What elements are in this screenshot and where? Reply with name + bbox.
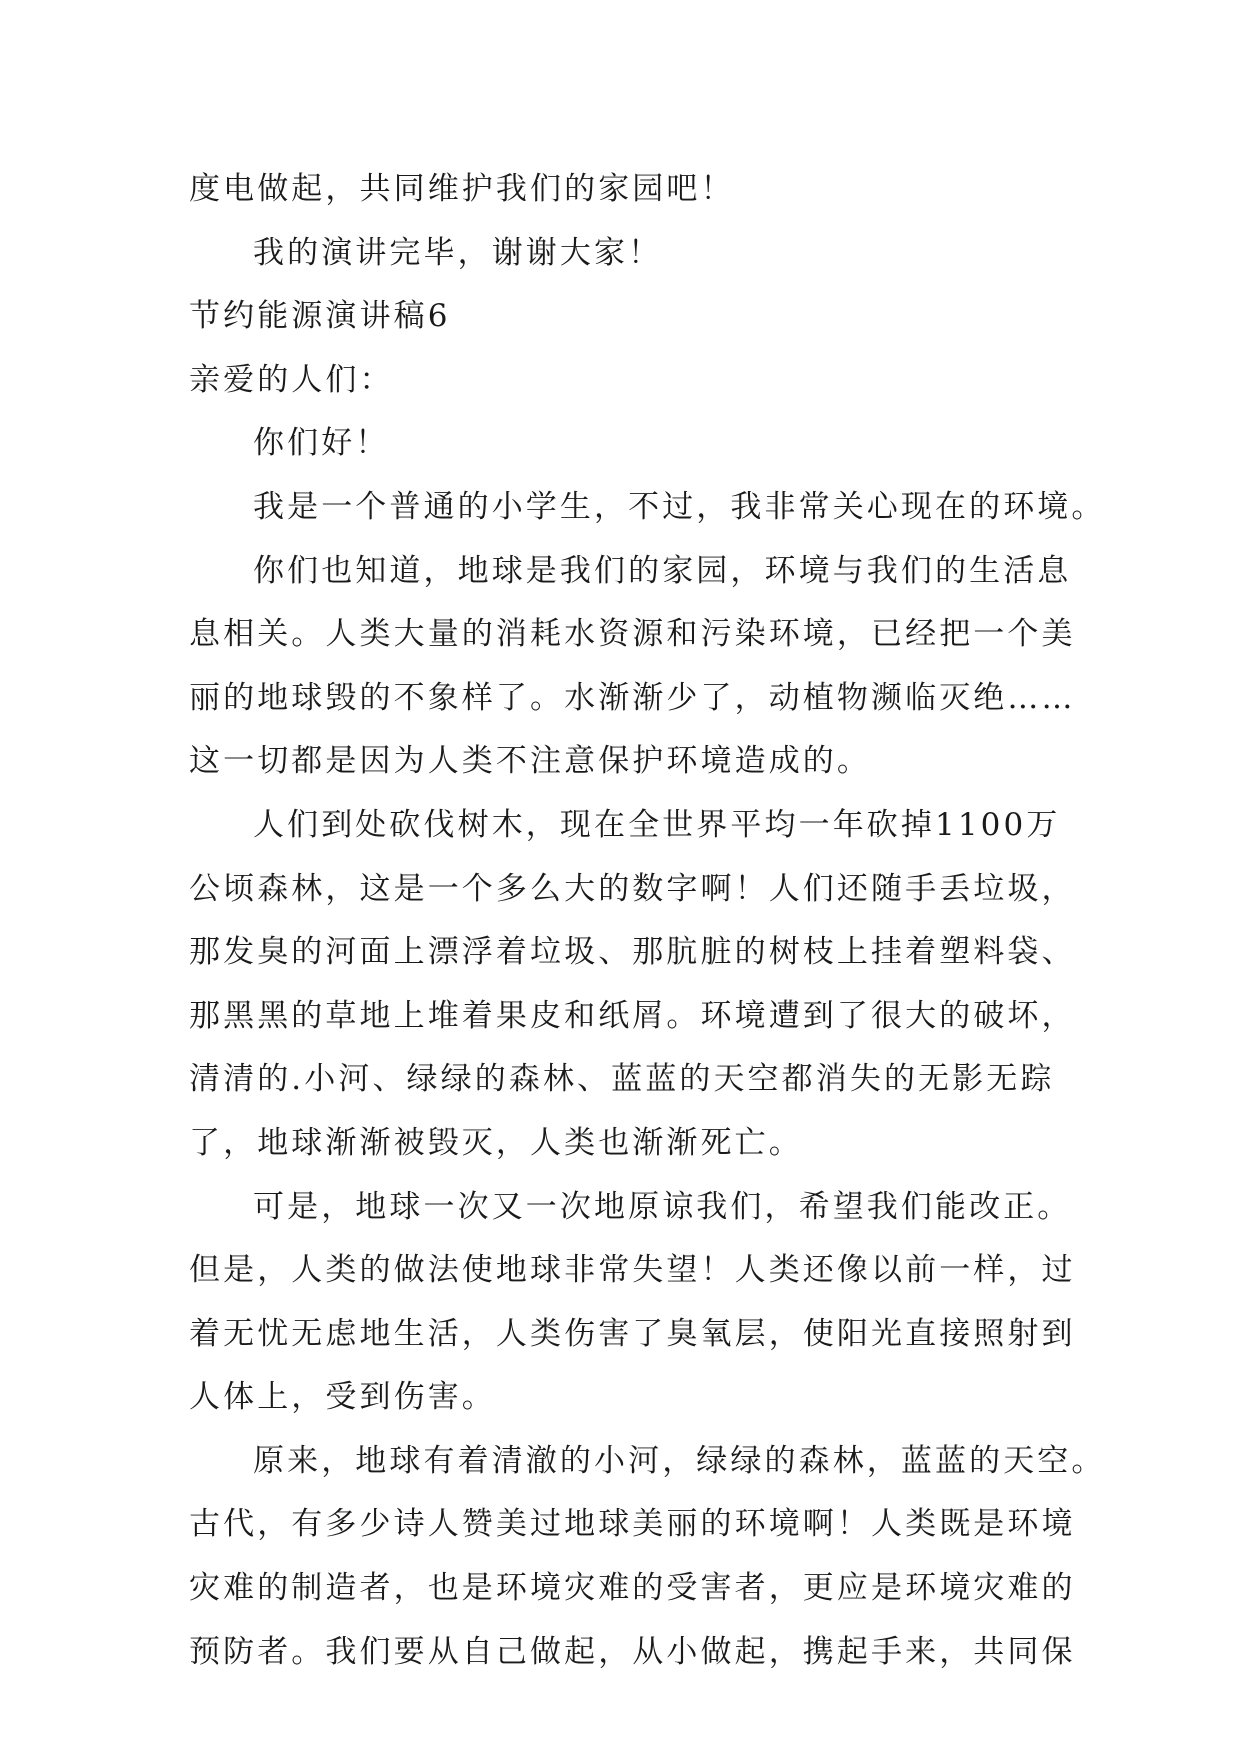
text-line: 但是，人类的做法使地球非常失望！人类还像以前一样，过 — [189, 1252, 1076, 1289]
text-line: 我的演讲完毕，谢谢大家！ — [253, 234, 663, 271]
text-line: 度电做起，共同维护我们的家园吧！ — [189, 171, 735, 207]
speech-text — [189, 158, 1106, 1684]
text-line: 人们到处砍伐树木，现在全世界平均一年砍掉1100万 — [253, 806, 1061, 843]
section-heading: 节约能源演讲稿6 — [189, 298, 451, 335]
text-line: 公顷森林，这是一个多么大的数字啊！人们还随手丢垃圾， — [189, 870, 1076, 907]
text-line: 息相关。人类大量的消耗水资源和污染环境，已经把一个美 — [189, 616, 1076, 653]
text-line: 这一切都是因为人类不注意保护环境造成的。 — [189, 743, 871, 780]
text-line: 清清的.小河、绿绿的森林、蓝蓝的天空都消失的无影无踪 — [189, 1061, 1055, 1098]
text-line: 原来，地球有着清澈的小河，绿绿的森林，蓝蓝的天空。 — [253, 1442, 1106, 1479]
text-line: 着无忧无虑地生活，人类伤害了臭氧层，使阳光直接照射到 — [189, 1315, 1076, 1352]
text-line: 灾难的制造者，也是环境灾难的受害者，更应是环境灾难的 — [189, 1570, 1076, 1607]
text-line: 丽的地球毁的不象样了。水渐渐少了，动植物濒临灭绝…… — [189, 679, 1076, 716]
text-line: 那发臭的河面上漂浮着垃圾、那肮脏的树枝上挂着塑料袋、 — [189, 934, 1076, 971]
text-line: 可是，地球一次又一次地原谅我们，希望我们能改正。 — [253, 1188, 1072, 1225]
text-line: 古代，有多少诗人赞美过地球美丽的环境啊！人类既是环境 — [189, 1506, 1076, 1543]
greeting: 你们好！ — [253, 425, 390, 462]
text-line: 预防者。我们要从自己做起，从小做起，携起手来，共同保 — [189, 1633, 1076, 1670]
text-line: 你们也知道，地球是我们的家园，环境与我们的生活息 — [253, 552, 1072, 589]
text-line: 人体上，受到伤害。 — [189, 1379, 496, 1416]
text-line: 那黑黑的草地上堆着果皮和纸屑。环境遭到了很大的破坏， — [189, 997, 1076, 1034]
text-line: 我是一个普通的小学生，不过，我非常关心现在的环境。 — [253, 488, 1106, 525]
salutation: 亲爱的人们： — [189, 361, 394, 398]
text-line: 了，地球渐渐被毁灭，人类也渐渐死亡。 — [189, 1124, 803, 1161]
